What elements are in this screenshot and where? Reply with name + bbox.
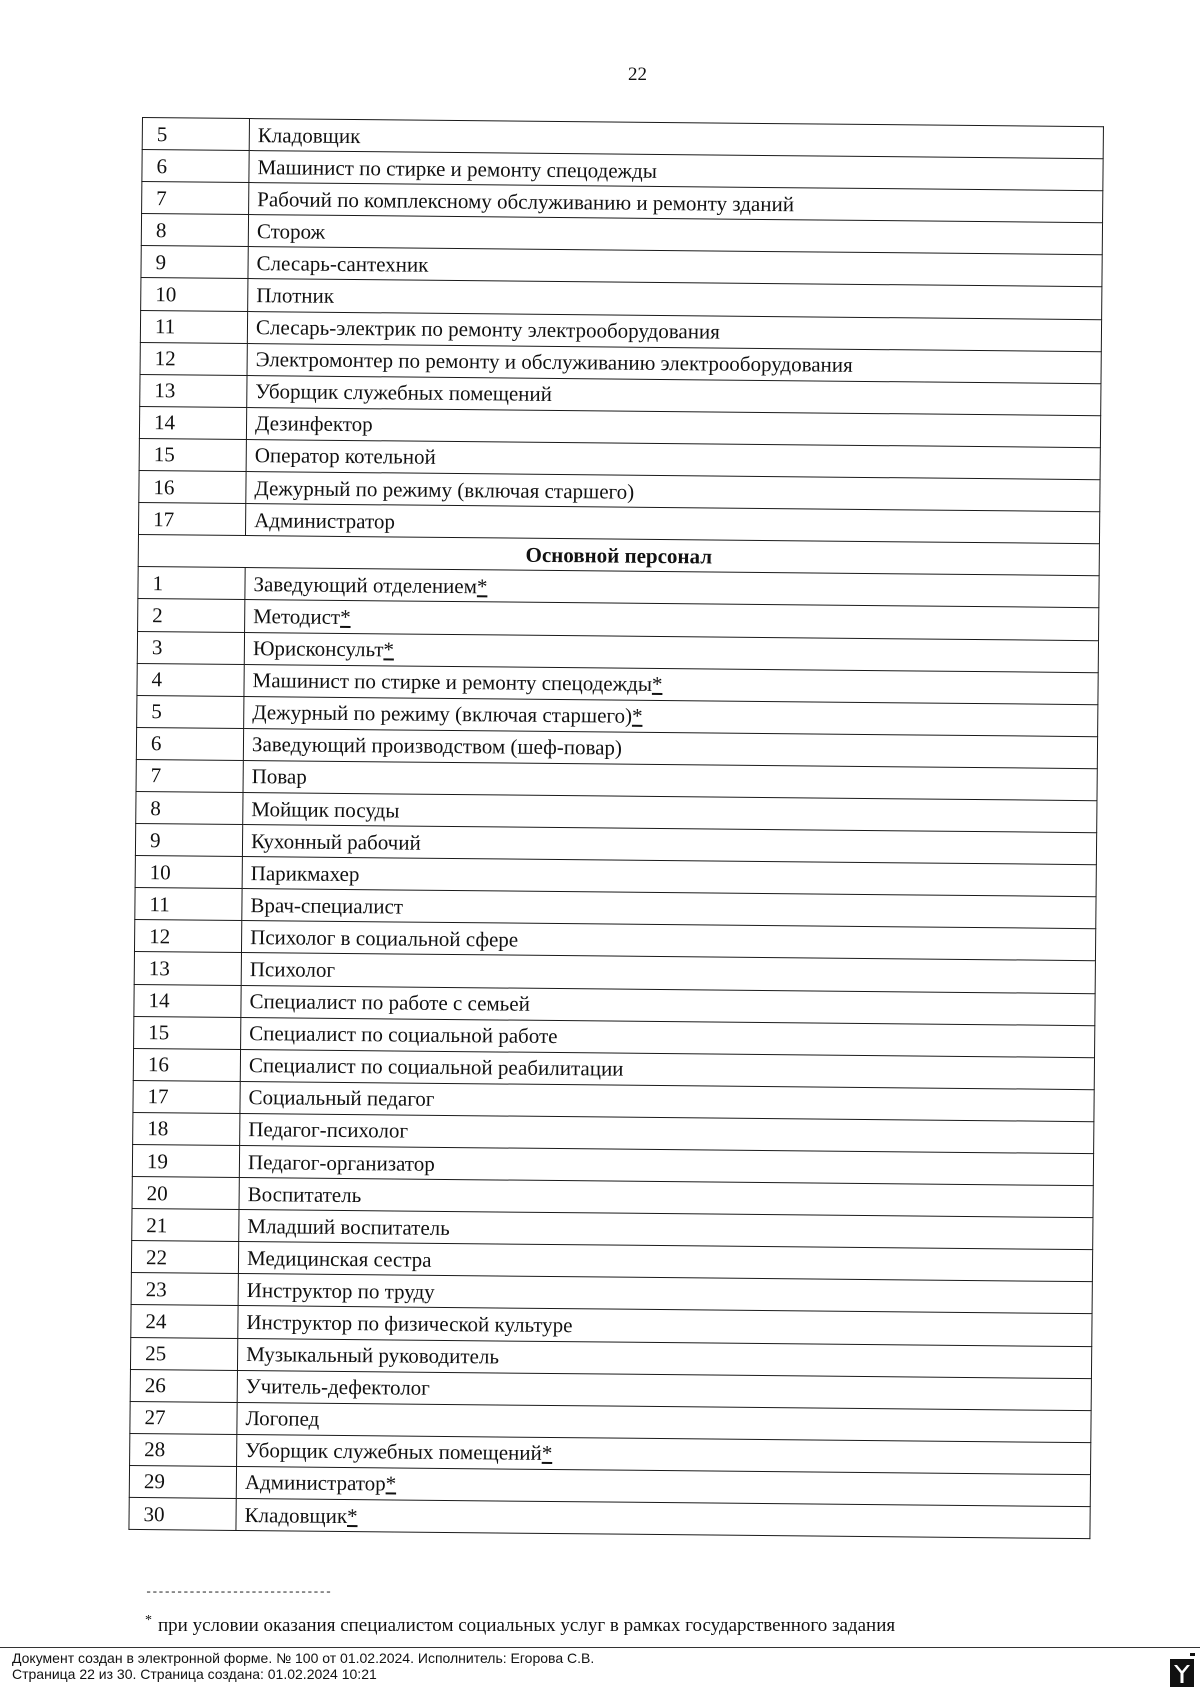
- position-title: Сторож: [256, 218, 326, 244]
- position-title: Инструктор по физической культуре: [246, 1310, 573, 1338]
- row-number: 10: [135, 856, 242, 889]
- row-number: 7: [136, 759, 243, 792]
- position-title: Специалист по социальной работе: [249, 1021, 558, 1049]
- row-number: 7: [142, 182, 249, 215]
- position-title: Электромонтер по ремонту и обслуживанию электрооборудования: [255, 347, 853, 378]
- row-number: 5: [137, 695, 244, 728]
- row-number: 21: [132, 1209, 239, 1242]
- row-number: 14: [139, 406, 246, 439]
- row-number: 6: [136, 727, 243, 760]
- position-title: Повар: [251, 764, 307, 790]
- position-title: Уборщик служебных помещений: [255, 379, 553, 407]
- row-number: 27: [130, 1401, 237, 1434]
- row-number: 25: [130, 1337, 237, 1370]
- position-title: Методист: [253, 604, 341, 629]
- footnote-mark: *: [340, 604, 351, 629]
- position-title: Педагог-психолог: [248, 1117, 409, 1144]
- row-number: 6: [142, 150, 249, 183]
- row-number: 4: [137, 663, 244, 696]
- footer-divider: [0, 1647, 1200, 1648]
- row-number: 1: [138, 567, 245, 600]
- position-title: Педагог-организатор: [247, 1149, 435, 1176]
- position-title: Специалист по работе с семьей: [249, 989, 530, 1016]
- document-info: [12, 1650, 594, 1682]
- position-title: Логопед: [245, 1406, 320, 1432]
- row-number: 3: [137, 631, 244, 664]
- position-title: Учитель-дефектолог: [245, 1374, 430, 1401]
- position-title: Юрисконсульт: [252, 636, 384, 662]
- position-title: Слесарь-сантехник: [256, 251, 429, 277]
- position-title: Медицинская сестра: [246, 1245, 432, 1272]
- row-number: 13: [134, 952, 241, 985]
- footnote: [145, 1613, 895, 1637]
- position-title: Специалист по социальной реабилитации: [248, 1053, 624, 1081]
- position-title: Социальный педагог: [248, 1085, 435, 1112]
- position-title: Дезинфектор: [254, 411, 373, 437]
- position-title: Кладовщик: [244, 1502, 348, 1528]
- row-number: 9: [135, 824, 242, 857]
- row-number: 15: [139, 438, 246, 471]
- row-number: 8: [136, 791, 243, 824]
- footnote-separator: ------------------------------: [145, 1585, 332, 1599]
- row-number: 10: [141, 278, 248, 311]
- position-title: Психолог в социальной сфере: [250, 924, 519, 952]
- row-number: 12: [134, 920, 241, 953]
- row-number: 24: [131, 1305, 238, 1338]
- document-info-line-2: Страница 22 из 30. Страница создана: 01.02.2024 10:21: [12, 1666, 377, 1682]
- continued-rows: [138, 118, 1103, 544]
- document-info-line-1: Документ создан в электронной форме. № 100 от 01.02.2024. Исполнитель: Егорова С.В.: [12, 1650, 595, 1666]
- footnote-mark: *: [383, 637, 395, 662]
- footnote-mark: *: [631, 703, 643, 729]
- staff-positions-table: [128, 117, 1104, 1539]
- row-number: 15: [134, 1016, 241, 1049]
- row-number: 17: [138, 503, 245, 536]
- row-number: 17: [133, 1080, 240, 1113]
- row-number: 28: [130, 1433, 237, 1466]
- position-title: Воспитатель: [247, 1181, 362, 1207]
- row-number: 22: [131, 1241, 238, 1274]
- footnote-mark: *: [385, 1471, 397, 1496]
- position-title: Машинист по стирке и ремонту спецодежды: [252, 668, 653, 697]
- main-rows: [129, 567, 1099, 1539]
- position-title: Инструктор по труду: [246, 1277, 435, 1304]
- section-title: Основной персонал: [138, 535, 1099, 576]
- position-title: Психолог: [249, 957, 336, 982]
- position-title: Парикмахер: [250, 860, 360, 886]
- position-title: Заведующий производством (шеф-повар): [251, 732, 623, 760]
- row-number: 12: [140, 342, 247, 375]
- row-number: 14: [134, 984, 241, 1017]
- row-number: 16: [139, 471, 246, 504]
- row-number: 18: [133, 1112, 240, 1145]
- position-title: Кладовщик: [257, 122, 361, 148]
- footnote-mark: *: [541, 1441, 553, 1466]
- position-title: Кухонный рабочий: [250, 828, 421, 855]
- row-number: 30: [129, 1497, 236, 1530]
- footnote-marker: *: [145, 1613, 152, 1628]
- row-number: 5: [142, 118, 249, 151]
- position-title: Уборщик служебных помещений: [245, 1438, 542, 1466]
- row-number: 11: [135, 888, 242, 921]
- position-title: Музыкальный руководитель: [246, 1342, 500, 1369]
- row-number: 13: [140, 374, 247, 407]
- position-title: Дежурный по режиму (включая старшего): [252, 700, 633, 728]
- position-title: Дежурный по режиму (включая старшего): [254, 475, 635, 504]
- row-number: 19: [132, 1144, 239, 1177]
- position-title-cell: [236, 1498, 1090, 1538]
- position-title: Администратор: [244, 1470, 386, 1496]
- emblem-icon: [1168, 1653, 1196, 1689]
- position-title: Администратор: [254, 507, 396, 534]
- position-title: Машинист по стирке и ремонту спецодежды: [257, 154, 658, 183]
- row-number: 9: [141, 246, 248, 279]
- footnote-mark: *: [476, 574, 488, 599]
- position-title: Рабочий по комплексному обслуживанию и ремонту зданий: [257, 186, 795, 216]
- position-title: Слесарь-электрик по ремонту электрооборудования: [255, 315, 721, 344]
- row-number: 20: [132, 1177, 239, 1210]
- row-number: 16: [133, 1048, 240, 1081]
- footnote-text: при условии оказания специалистом социальных услуг в рамках государственного задания: [158, 1615, 896, 1636]
- position-title: Мойщик посуды: [251, 796, 400, 823]
- row-number: 29: [129, 1465, 236, 1498]
- position-title: Заведующий отделением: [253, 571, 478, 599]
- position-title: Оператор котельной: [254, 443, 436, 470]
- position-title: Врач-специалист: [250, 892, 404, 919]
- position-title: Младший воспитатель: [247, 1213, 450, 1240]
- row-number: 8: [141, 214, 248, 247]
- footnote-mark: *: [651, 672, 663, 697]
- row-number: 23: [131, 1273, 238, 1306]
- page-number: 22: [628, 64, 647, 85]
- footnote-mark: *: [347, 1503, 358, 1528]
- position-title: Плотник: [256, 283, 335, 308]
- row-number: 26: [130, 1369, 237, 1402]
- row-number: 2: [138, 599, 245, 632]
- row-number: 11: [140, 310, 247, 343]
